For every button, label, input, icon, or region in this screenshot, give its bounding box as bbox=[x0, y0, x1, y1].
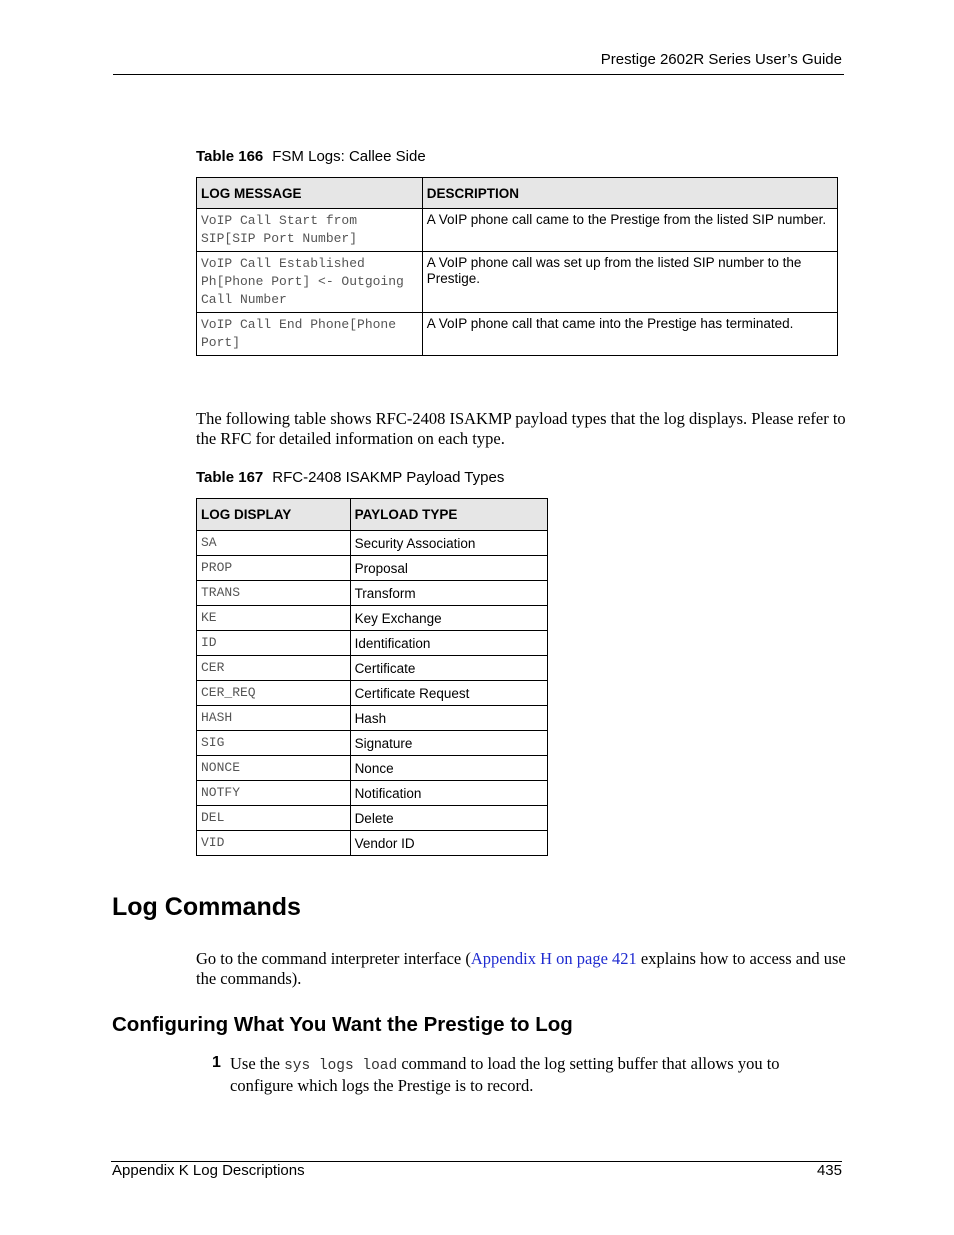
step-text-before: Use the bbox=[230, 1054, 285, 1073]
table-166-title: FSM Logs: Callee Side bbox=[272, 148, 426, 165]
log-message-cell: VoIP Call End Phone[Phone Port] bbox=[197, 313, 423, 356]
running-header: Prestige 2602R Series User’s Guide bbox=[600, 51, 842, 68]
table-166-caption bbox=[196, 148, 426, 165]
table-row bbox=[197, 706, 548, 731]
table-167-caption bbox=[196, 469, 504, 486]
table-row bbox=[197, 781, 548, 806]
table-row bbox=[197, 731, 548, 756]
step-number: 1 bbox=[212, 1054, 221, 1071]
description-cell: A VoIP phone call came to the Prestige from the listed SIP number. bbox=[422, 209, 837, 252]
log-display-cell: PROP bbox=[197, 556, 351, 581]
description-cell: A VoIP phone call was set up from the listed SIP number to the Prestige. bbox=[422, 252, 837, 313]
payload-type-cell: Security Association bbox=[350, 531, 547, 556]
log-message-cell: VoIP Call Start from SIP[SIP Port Number] bbox=[197, 209, 423, 252]
log-display-cell: HASH bbox=[197, 706, 351, 731]
appendix-h-link[interactable]: Appendix H on page 421 bbox=[470, 949, 637, 968]
footer-chapter: Appendix K Log Descriptions bbox=[112, 1162, 305, 1179]
paragraph-text: Go to the command interpreter interface ( bbox=[196, 949, 471, 968]
log-display-cell: VID bbox=[197, 831, 351, 856]
payload-type-cell: Signature bbox=[350, 731, 547, 756]
table-row bbox=[197, 806, 548, 831]
table-row bbox=[197, 606, 548, 631]
fsm-logs-callee-table bbox=[196, 177, 838, 356]
table-row bbox=[197, 656, 548, 681]
configuring-heading: Configuring What You Want the Prestige to Log bbox=[112, 1013, 573, 1036]
payload-type-cell: Hash bbox=[350, 706, 547, 731]
intro-paragraph: The following table shows RFC-2408 ISAKMP payload types that the log displays. Please refer to the RFC for detailed information on each type. bbox=[196, 409, 846, 448]
log-display-cell: NONCE bbox=[197, 756, 351, 781]
column-header: PAYLOAD TYPE bbox=[350, 499, 547, 531]
table-row bbox=[197, 209, 838, 252]
sys-logs-load-command: sys logs load bbox=[284, 1058, 398, 1074]
table-row bbox=[197, 531, 548, 556]
payload-type-cell: Transform bbox=[350, 581, 547, 606]
payload-type-cell: Key Exchange bbox=[350, 606, 547, 631]
table-header-row bbox=[197, 178, 838, 209]
header-rule bbox=[113, 74, 844, 75]
table-row bbox=[197, 556, 548, 581]
table-row bbox=[197, 313, 838, 356]
column-header: LOG DISPLAY bbox=[197, 499, 351, 531]
log-display-cell: CER_REQ bbox=[197, 681, 351, 706]
log-display-cell: SA bbox=[197, 531, 351, 556]
log-display-cell: TRANS bbox=[197, 581, 351, 606]
step-text bbox=[230, 1054, 840, 1096]
payload-type-cell: Certificate Request bbox=[350, 681, 547, 706]
table-row bbox=[197, 681, 548, 706]
table-row bbox=[197, 252, 838, 313]
log-display-cell: KE bbox=[197, 606, 351, 631]
table-166-label: Table 166 bbox=[196, 148, 264, 165]
table-167-label: Table 167 bbox=[196, 469, 264, 486]
log-commands-paragraph bbox=[196, 949, 846, 989]
step-text-after: command to load the log setting buffer that allows you to configure which logs the Prestige is to record. bbox=[230, 1054, 780, 1095]
payload-type-cell: Identification bbox=[350, 631, 547, 656]
page-number: 435 bbox=[816, 1162, 842, 1179]
table-header-row bbox=[197, 499, 548, 531]
log-display-cell: ID bbox=[197, 631, 351, 656]
log-display-cell: SIG bbox=[197, 731, 351, 756]
payload-type-cell: Delete bbox=[350, 806, 547, 831]
log-display-cell: DEL bbox=[197, 806, 351, 831]
payload-type-cell: Vendor ID bbox=[350, 831, 547, 856]
description-cell: A VoIP phone call that came into the Prestige has terminated. bbox=[422, 313, 837, 356]
table-167-title: RFC-2408 ISAKMP Payload Types bbox=[272, 469, 505, 486]
log-message-cell: VoIP Call Established Ph[Phone Port] <- Outgoing Call Number bbox=[197, 252, 423, 313]
payload-type-cell: Nonce bbox=[350, 756, 547, 781]
table-row bbox=[197, 581, 548, 606]
payload-type-cell: Proposal bbox=[350, 556, 547, 581]
isakmp-table-body bbox=[197, 531, 548, 856]
table-row bbox=[197, 631, 548, 656]
paragraph-text: explains how to access and use the commands). bbox=[196, 949, 846, 988]
log-display-cell: NOTFY bbox=[197, 781, 351, 806]
log-commands-heading: Log Commands bbox=[112, 893, 301, 921]
table-row bbox=[197, 831, 548, 856]
table-row bbox=[197, 756, 548, 781]
column-header: LOG MESSAGE bbox=[197, 178, 423, 209]
payload-type-cell: Certificate bbox=[350, 656, 547, 681]
column-header: DESCRIPTION bbox=[422, 178, 837, 209]
payload-type-cell: Notification bbox=[350, 781, 547, 806]
log-display-cell: CER bbox=[197, 656, 351, 681]
isakmp-payload-table bbox=[196, 498, 548, 856]
